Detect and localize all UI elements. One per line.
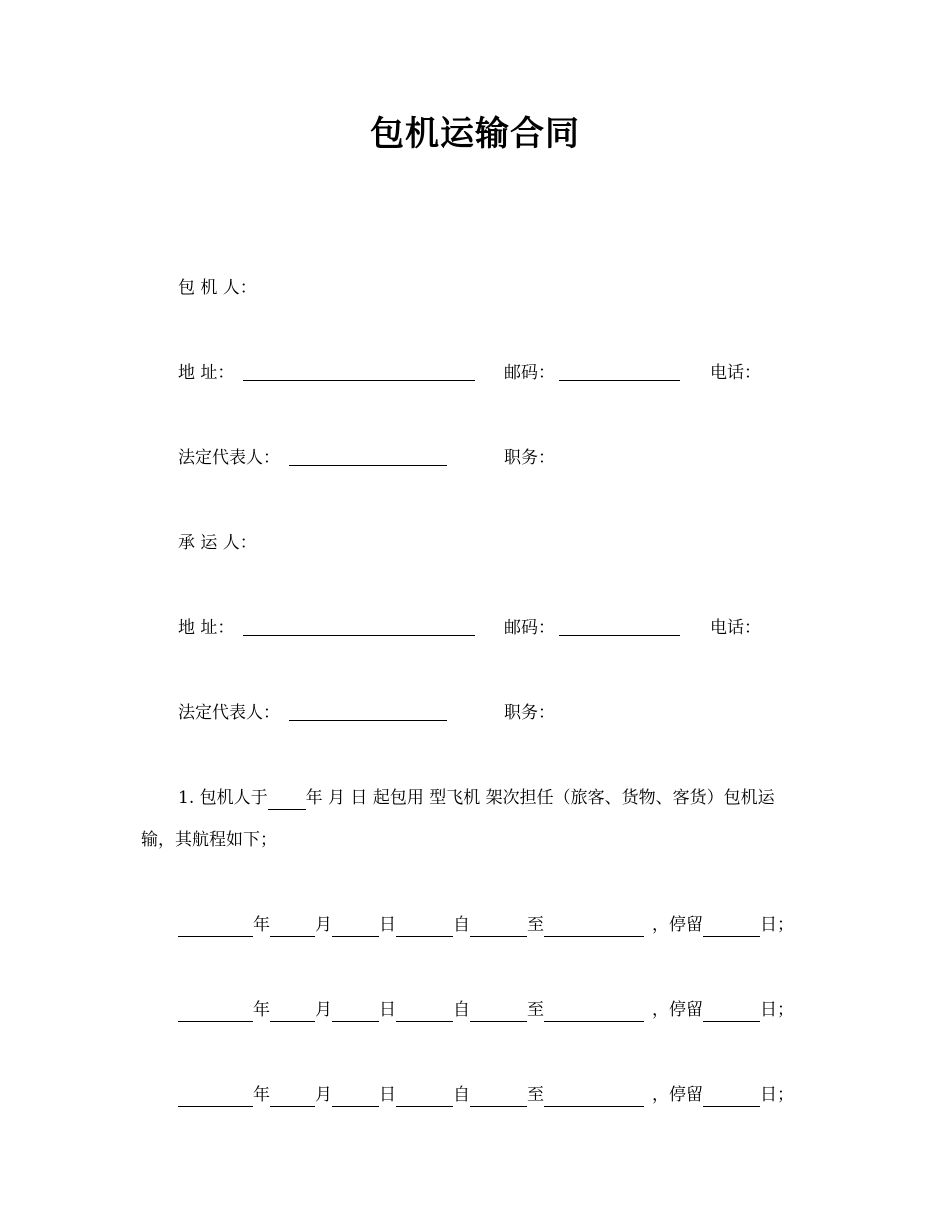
itinerary-stay-days-field[interactable] [703,999,760,1022]
carrier-address-field[interactable] [243,635,475,636]
clause1-suffix: 年 月 日 起包用 型飞机 架次担任（旅客、货物、客货）包机运 [305,788,775,808]
itinerary-days-end-label: 日； [760,915,794,935]
clause1-line1 [178,786,775,810]
charterer-position-label: 职务： [504,448,555,468]
itinerary-month-field[interactable] [270,999,315,1022]
itinerary-to-field[interactable] [470,914,527,937]
itinerary-destination-field[interactable] [544,914,644,937]
carrier-postcode-label: 邮码： [504,618,555,638]
itinerary-month-label: 月 [315,1000,332,1020]
itinerary-year-field[interactable] [178,999,253,1022]
charterer-label: 包 机 人： [178,278,257,298]
clause1-year-field[interactable] [268,787,306,810]
itinerary-row [178,998,794,1022]
charterer-postcode-label: 邮码： [504,363,555,383]
page-title: 包机运输合同 [370,114,580,154]
itinerary-days-end-label: 日； [760,1000,794,1020]
itinerary-from-label: 自 [453,915,470,935]
charterer-legal-rep-field[interactable] [289,465,447,466]
itinerary-stay-days-field[interactable] [703,1084,760,1107]
itinerary-destination-field[interactable] [544,999,644,1022]
itinerary-from-label: 自 [453,1000,470,1020]
itinerary-year-field[interactable] [178,914,253,937]
itinerary-from-label: 自 [453,1085,470,1105]
charterer-address-field[interactable] [243,380,475,381]
itinerary-row [178,1083,794,1107]
itinerary-year-label: 年 [253,1085,270,1105]
itinerary-stay-label: ，停留 [652,1000,703,1020]
itinerary-month-label: 月 [315,1085,332,1105]
itinerary-day-label: 日 [379,915,396,935]
itinerary-from-field[interactable] [396,914,453,937]
charterer-postcode-field[interactable] [559,380,680,381]
itinerary-row [178,913,794,937]
charterer-address-label: 地 址： [178,363,235,383]
itinerary-stay-label: ，停留 [652,1085,703,1105]
carrier-position-label: 职务： [504,703,555,723]
itinerary-year-label: 年 [253,1000,270,1020]
carrier-address-label: 地 址： [178,618,235,638]
itinerary-year-field[interactable] [178,1084,253,1107]
carrier-legal-rep-label: 法定代表人： [178,703,280,723]
itinerary-day-label: 日 [379,1000,396,1020]
carrier-label: 承 运 人： [178,533,257,553]
itinerary-day-label: 日 [379,1085,396,1105]
carrier-postcode-field[interactable] [559,635,680,636]
charterer-legal-rep-label: 法定代表人： [178,448,280,468]
itinerary-to-label: 至 [527,1000,544,1020]
carrier-legal-rep-field[interactable] [289,720,447,721]
clause1-prefix: 1. 包机人于 [178,788,268,808]
itinerary-day-field[interactable] [332,1084,379,1107]
itinerary-month-label: 月 [315,915,332,935]
itinerary-month-field[interactable] [270,914,315,937]
itinerary-stay-label: ，停留 [652,915,703,935]
itinerary-to-field[interactable] [470,1084,527,1107]
itinerary-from-field[interactable] [396,1084,453,1107]
itinerary-month-field[interactable] [270,1084,315,1107]
itinerary-to-label: 至 [527,915,544,935]
itinerary-days-end-label: 日； [760,1085,794,1105]
itinerary-to-field[interactable] [470,999,527,1022]
charterer-phone-label: 电话： [710,363,761,383]
itinerary-day-field[interactable] [332,999,379,1022]
itinerary-destination-field[interactable] [544,1084,644,1107]
clause1-line2: 输，其航程如下； [141,830,277,850]
itinerary-from-field[interactable] [396,999,453,1022]
carrier-phone-label: 电话： [710,618,761,638]
itinerary-day-field[interactable] [332,914,379,937]
itinerary-to-label: 至 [527,1085,544,1105]
itinerary-stay-days-field[interactable] [703,914,760,937]
itinerary-year-label: 年 [253,915,270,935]
